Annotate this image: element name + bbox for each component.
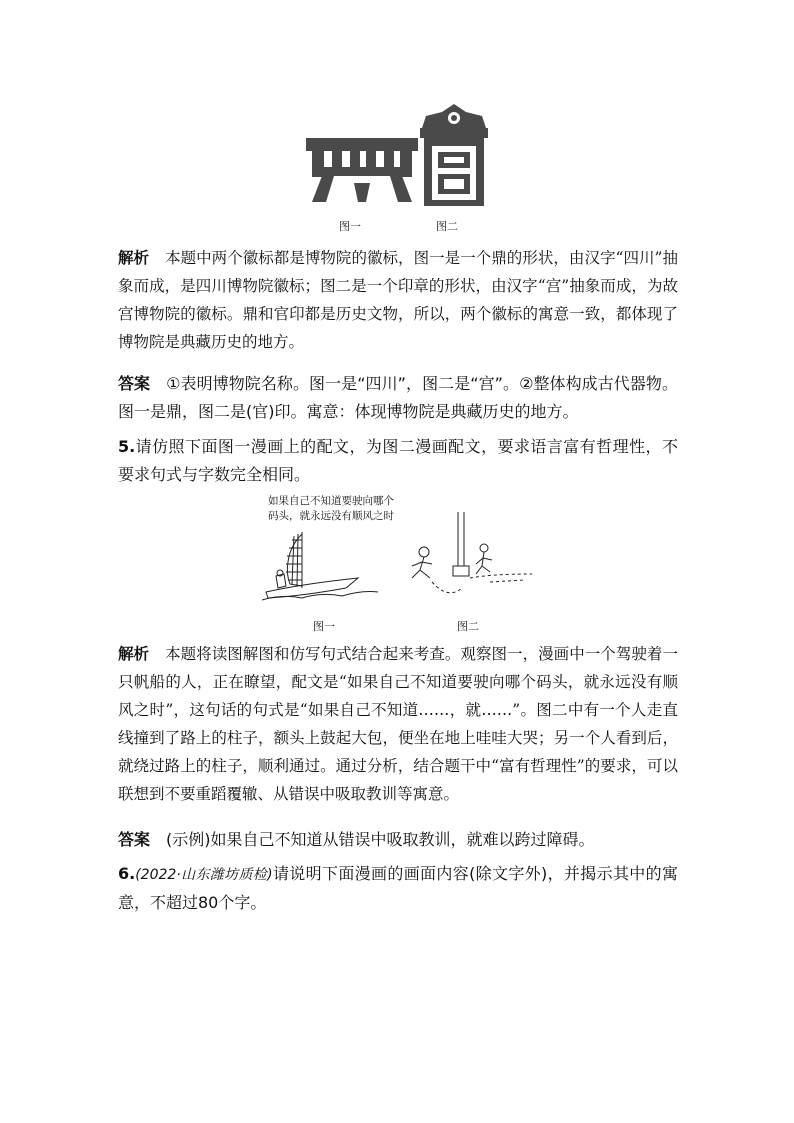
analysis-label: 解析 xyxy=(118,249,150,267)
cartoon-caption-line-2: 码头，就永远没有顺风之时 xyxy=(268,510,394,522)
cartoon-caption-1: 图一 xyxy=(313,620,335,633)
analysis-text: 本题中两个徽标都是博物院的徽标，图一是一个鼎的形状，由汉字“四川”抽象而成，是四川博物院徽标；图二是一个印章的形状，由汉字“宫”抽象而成，为故宫博物院的徽标。鼎和官印都是历史文物，所以，两个徽标的寓意一致，都体现了博物院是典藏历史的地方。 xyxy=(118,249,678,351)
cartoon-caption-2: 图二 xyxy=(457,620,479,633)
question-source: (2022·山东潍坊质检) xyxy=(135,867,273,883)
question-6-block xyxy=(118,860,678,917)
answer-block-2 xyxy=(118,826,678,854)
pillar-cartoon-image xyxy=(404,508,534,600)
analysis-block-1 xyxy=(118,244,678,356)
answer-block-1 xyxy=(118,370,678,426)
sichuan-museum-logo-image xyxy=(304,135,420,205)
question-text: 请仿照下面图一漫画上的配文，为图二漫画配文，要求语言富有哲理性，不要求句式与字数完全相同。 xyxy=(118,437,678,484)
figure-caption-2: 图二 xyxy=(436,220,458,233)
sailboat-cartoon-image xyxy=(262,526,382,604)
answer-label: 答案 xyxy=(118,830,151,849)
cartoon-caption-line-1: 如果自己不知道要驶向哪个 xyxy=(268,495,394,507)
answer-label: 答案 xyxy=(118,374,151,393)
question-number: 6. xyxy=(118,864,136,883)
figure-caption-1: 图一 xyxy=(339,220,361,233)
answer-text: ①表明博物院名称。图一是“四川”，图二是“宫”。②整体构成古代器物。图一是鼎，图二是(官)印。寓意：体现博物院是典藏历史的地方。 xyxy=(118,374,678,421)
analysis-block-2 xyxy=(118,640,678,808)
analysis-label: 解析 xyxy=(118,645,150,663)
question-5-block xyxy=(118,433,678,489)
question-number: 5. xyxy=(118,437,136,456)
answer-text: (示例)如果自己不知道从错误中吸取教训，就难以跨过障碍。 xyxy=(166,830,595,849)
analysis-text: 本题将读图解图和仿写句式结合起来考查。观察图一，漫画中一个驾驶着一只帆船的人，正在瞭望，配文是“如果自己不知道要驶向哪个码头，就永远没有顺风之时”，这句话的句式是“如果自己不知道……，就……”。图二中有一个人走直线撞到了路上的柱子，额头上鼓起大包，便坐在地上哇哇大哭；另一个人看到后，就绕过路上的柱子，顺利通过。通过分析，结合题干中“富有哲理性”的要求，可以联想到不要重蹈覆辙、从错误中吸取教训等寓意。 xyxy=(118,645,678,803)
question-text: 请说明下面漫画的画面内容(除文字外)，并揭示其中的寓意，不超过80个字。 xyxy=(118,864,678,912)
palace-museum-logo-image xyxy=(418,100,490,208)
